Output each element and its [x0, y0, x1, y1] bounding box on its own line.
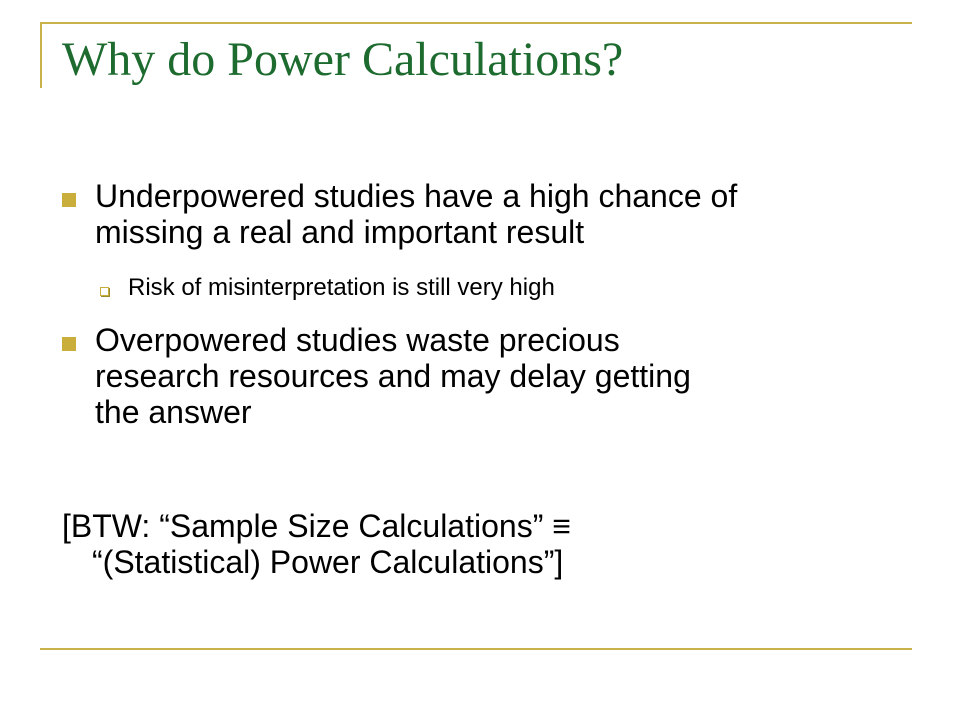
- bullet-text-line: the answer: [95, 394, 252, 430]
- bullet-text-line: Overpowered studies waste precious: [95, 322, 620, 358]
- bullet-text-line: missing a real and important result: [95, 214, 585, 250]
- sub-bullet-text: Risk of misinterpretation is still very high: [128, 274, 555, 301]
- bullet-square-icon: [62, 193, 76, 207]
- bullet-text: [95, 178, 915, 250]
- btw-note-line: “(Statistical) Power Calculations”]: [92, 544, 564, 580]
- sub-bullet-square-icon: [100, 287, 109, 296]
- btw-note: [62, 508, 912, 580]
- bullet-text: [95, 322, 915, 430]
- bullet-text-line: Underpowered studies have a high chance of: [95, 178, 738, 214]
- slide-title: Why do Power Calculations?: [62, 33, 624, 86]
- bullet-square-icon: [62, 337, 76, 351]
- btw-note-line: [BTW: “Sample Size Calculations” ≡: [62, 508, 571, 544]
- bullet-text-line: research resources and may delay getting: [95, 358, 691, 394]
